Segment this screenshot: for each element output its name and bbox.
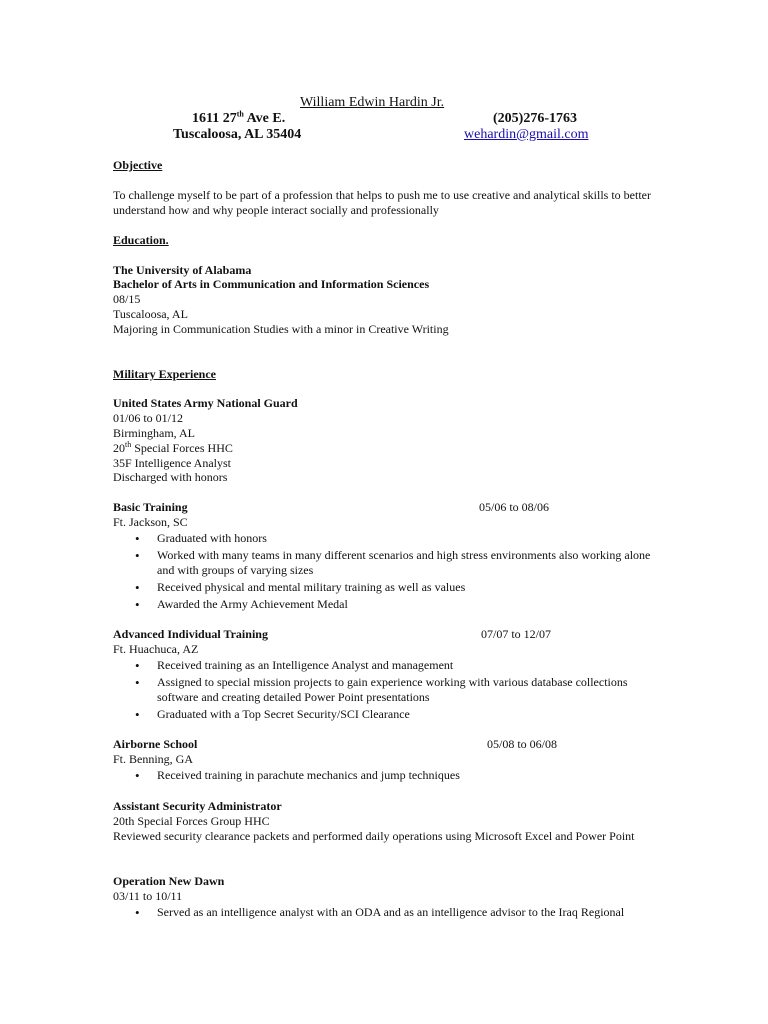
ait-title: Advanced Individual Training <box>113 627 268 641</box>
ait-bullets <box>113 658 658 724</box>
list-item: • Received training as an Intelligence Analyst and management <box>113 658 658 673</box>
basic-training-location: Ft. Jackson, SC <box>113 515 188 529</box>
airborne-bullets <box>113 768 658 785</box>
education-date: 08/15 <box>113 292 141 306</box>
basic-training-bullets <box>113 531 658 614</box>
ait-dates: 07/07 to 12/07 <box>481 627 552 641</box>
military-location: Birmingham, AL <box>113 426 195 440</box>
military-discharge: Discharged with honors <box>113 470 228 484</box>
military-group: 20th Special Forces HHC <box>113 440 233 455</box>
basic-training-title: Basic Training <box>113 500 188 514</box>
list-item: • Received physical and mental military training as well as values <box>113 580 658 595</box>
degree: Bachelor of Arts in Communication and Information Sciences <box>113 277 430 291</box>
security-admin-group: 20th Special Forces Group HHC <box>113 814 270 828</box>
address-line-1: 1611 27th Ave E. <box>192 109 286 126</box>
list-item: • Graduated with a Top Secret Security/SCI Clearance <box>113 707 658 722</box>
school-name: The University of Alabama <box>113 263 252 277</box>
education-location: Tuscaloosa, AL <box>113 307 188 321</box>
military-role: 35F Intelligence Analyst <box>113 456 231 470</box>
security-admin-title: Assistant Security Administrator <box>113 799 282 813</box>
new-dawn-bullets <box>113 905 658 922</box>
basic-training-dates: 05/06 to 08/06 <box>479 500 550 514</box>
address-line-2: Tuscaloosa, AL 35404 <box>173 127 302 142</box>
objective-heading: Objective <box>113 158 163 172</box>
military-unit: United States Army National Guard <box>113 396 298 410</box>
list-item: • Graduated with honors <box>113 531 658 546</box>
list-item: • Awarded the Army Achievement Medal <box>113 597 658 612</box>
list-item: • Served as an intelligence analyst with an ODA and as an intelligence advisor to the Iraq Regional <box>113 905 658 920</box>
list-item: • Worked with many teams in many different scenarios and high stress environments also working alone and with groups of varying sizes <box>113 548 658 578</box>
email-link[interactable]: wehardin@gmail.com <box>464 127 589 142</box>
military-heading: Military Experience <box>113 367 216 381</box>
list-item: • Assigned to special mission projects to gain experience working with various database collections software and creating detailed Power Point presentations <box>113 675 658 705</box>
airborne-title: Airborne School <box>113 737 198 751</box>
airborne-dates: 05/08 to 06/08 <box>487 737 558 751</box>
resume-name: William Edwin Hardin Jr. <box>300 95 445 110</box>
objective-text: To challenge myself to be part of a profession that helps to push me to use creative and analytical skills to better understand how and why people interact socially and professionally <box>113 188 652 217</box>
airborne-location: Ft. Benning, GA <box>113 752 194 766</box>
list-item: • Received training in parachute mechanics and jump techniques <box>113 768 658 783</box>
education-detail: Majoring in Communication Studies with a minor in Creative Writing <box>113 322 449 336</box>
education-heading: Education. <box>113 233 169 247</box>
military-dates: 01/06 to 01/12 <box>113 411 184 425</box>
security-admin-detail: Reviewed security clearance packets and performed daily operations using Microsoft Excel and Power Point <box>113 829 635 843</box>
phone-number: (205)276-1763 <box>493 111 577 126</box>
new-dawn-dates: 03/11 to 10/11 <box>113 889 183 903</box>
new-dawn-title: Operation New Dawn <box>113 874 225 888</box>
ait-location: Ft. Huachuca, AZ <box>113 642 199 656</box>
